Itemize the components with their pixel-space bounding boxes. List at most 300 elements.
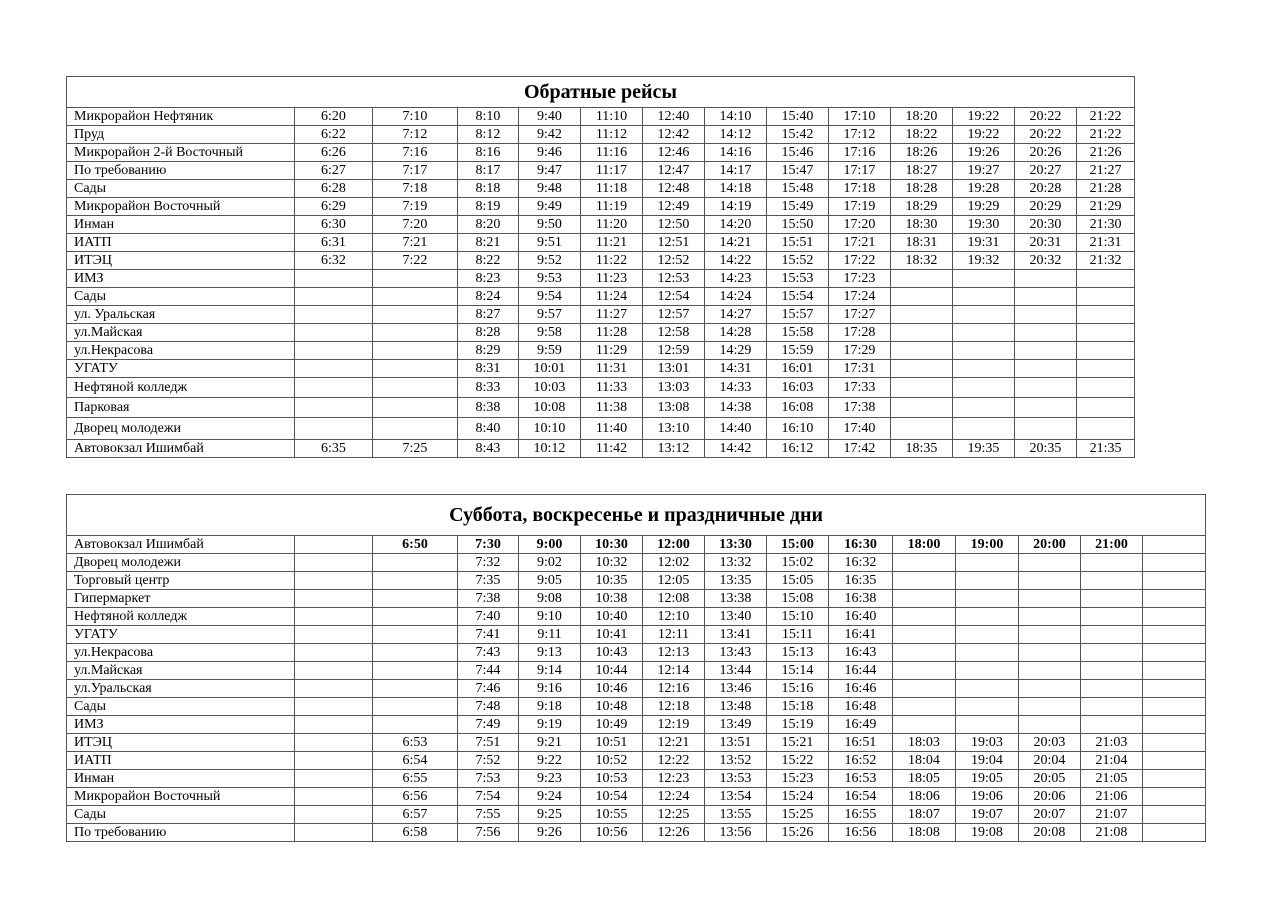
time-cell: 9:52 <box>519 252 581 270</box>
time-cell: 17:38 <box>829 398 891 418</box>
time-cell: 10:41 <box>581 626 643 644</box>
time-cell: 14:24 <box>705 288 767 306</box>
time-cell: 20:35 <box>1015 440 1077 458</box>
time-cell: 17:27 <box>829 306 891 324</box>
time-cell: 17:23 <box>829 270 891 288</box>
time-cell: 9:10 <box>519 608 581 626</box>
time-cell: 15:57 <box>767 306 829 324</box>
time-cell: 6:53 <box>373 734 458 752</box>
time-cell: 14:33 <box>705 378 767 398</box>
time-cell: 9:24 <box>519 788 581 806</box>
time-cell <box>373 680 458 698</box>
stop-name: ИМЗ <box>67 716 295 734</box>
time-cell <box>1143 788 1206 806</box>
time-cell: 11:19 <box>581 198 643 216</box>
time-cell: 14:23 <box>705 270 767 288</box>
time-cell: 11:27 <box>581 306 643 324</box>
time-cell: 6:55 <box>373 770 458 788</box>
time-cell: 17:20 <box>829 216 891 234</box>
time-cell <box>1143 662 1206 680</box>
time-cell: 21:06 <box>1081 788 1143 806</box>
time-cell: 12:10 <box>643 608 705 626</box>
time-cell: 7:48 <box>458 698 519 716</box>
time-cell: 13:52 <box>705 752 767 770</box>
stop-name: ул.Уральская <box>67 680 295 698</box>
time-cell: 10:52 <box>581 752 643 770</box>
time-cell <box>1077 306 1135 324</box>
time-cell <box>1077 270 1135 288</box>
time-cell: 15:58 <box>767 324 829 342</box>
table-row <box>67 626 1206 644</box>
stop-name: ИТЭЦ <box>67 734 295 752</box>
time-cell: 9:48 <box>519 180 581 198</box>
stop-name: ИТЭЦ <box>67 252 295 270</box>
time-cell: 18:05 <box>893 770 956 788</box>
time-cell: 9:49 <box>519 198 581 216</box>
time-cell: 21:08 <box>1081 824 1143 842</box>
time-cell: 10:53 <box>581 770 643 788</box>
time-cell: 13:49 <box>705 716 767 734</box>
time-cell <box>1019 554 1081 572</box>
time-cell: 19:08 <box>956 824 1019 842</box>
table-row <box>67 216 1135 234</box>
stop-name: ул.Майская <box>67 662 295 680</box>
time-cell <box>1143 644 1206 662</box>
time-cell: 10:32 <box>581 554 643 572</box>
time-cell: 9:46 <box>519 144 581 162</box>
time-cell <box>373 306 458 324</box>
time-cell <box>953 418 1015 440</box>
time-cell: 15:50 <box>767 216 829 234</box>
time-cell: 16:54 <box>829 788 893 806</box>
time-cell <box>891 324 953 342</box>
time-cell <box>953 270 1015 288</box>
time-cell: 11:22 <box>581 252 643 270</box>
time-cell: 9:13 <box>519 644 581 662</box>
time-cell: 11:33 <box>581 378 643 398</box>
time-cell: 15:24 <box>767 788 829 806</box>
table-row <box>67 234 1135 252</box>
time-cell: 12:57 <box>643 306 705 324</box>
time-cell <box>953 324 1015 342</box>
time-cell: 11:20 <box>581 216 643 234</box>
table-row <box>67 608 1206 626</box>
time-cell: 9:08 <box>519 590 581 608</box>
table-row <box>67 752 1206 770</box>
time-cell <box>295 398 373 418</box>
time-cell: 11:17 <box>581 162 643 180</box>
time-cell: 8:23 <box>458 270 519 288</box>
time-cell <box>893 662 956 680</box>
stop-name: Инман <box>67 770 295 788</box>
stop-name: Микрорайон Восточный <box>67 788 295 806</box>
stop-name: По требованию <box>67 162 295 180</box>
time-cell <box>373 324 458 342</box>
table-row <box>67 788 1206 806</box>
time-cell: 7:22 <box>373 252 458 270</box>
time-cell <box>1015 288 1077 306</box>
time-cell: 11:42 <box>581 440 643 458</box>
time-cell: 21:32 <box>1077 252 1135 270</box>
time-cell: 21:35 <box>1077 440 1135 458</box>
time-cell: 6:26 <box>295 144 373 162</box>
time-cell: 8:21 <box>458 234 519 252</box>
time-cell <box>1081 572 1143 590</box>
time-cell <box>1015 418 1077 440</box>
time-cell: 7:10 <box>373 108 458 126</box>
table-row <box>67 680 1206 698</box>
time-cell: 16:03 <box>767 378 829 398</box>
time-cell: 13:44 <box>705 662 767 680</box>
stop-name: Автовокзал Ишимбай <box>67 536 295 554</box>
time-cell: 9:00 <box>519 536 581 554</box>
time-cell: 12:24 <box>643 788 705 806</box>
time-cell: 12:52 <box>643 252 705 270</box>
time-cell: 14:42 <box>705 440 767 458</box>
stop-name: Сады <box>67 288 295 306</box>
time-cell: 7:49 <box>458 716 519 734</box>
time-cell: 21:22 <box>1077 126 1135 144</box>
time-cell: 16:55 <box>829 806 893 824</box>
time-cell: 16:40 <box>829 608 893 626</box>
time-cell: 7:40 <box>458 608 519 626</box>
time-cell: 9:14 <box>519 662 581 680</box>
time-cell <box>893 644 956 662</box>
stop-name: УГАТУ <box>67 360 295 378</box>
time-cell <box>1019 572 1081 590</box>
time-cell: 12:48 <box>643 180 705 198</box>
table-row <box>67 144 1135 162</box>
time-cell <box>295 306 373 324</box>
time-cell: 21:07 <box>1081 806 1143 824</box>
time-cell <box>1143 626 1206 644</box>
time-cell: 6:22 <box>295 126 373 144</box>
time-cell: 7:16 <box>373 144 458 162</box>
stop-name: Автовокзал Ишимбай <box>67 440 295 458</box>
time-cell: 12:59 <box>643 342 705 360</box>
time-cell: 19:29 <box>953 198 1015 216</box>
time-cell: 12:26 <box>643 824 705 842</box>
time-cell: 9:22 <box>519 752 581 770</box>
time-cell: 16:43 <box>829 644 893 662</box>
time-cell: 20:27 <box>1015 162 1077 180</box>
time-cell <box>1081 554 1143 572</box>
time-cell: 12:22 <box>643 752 705 770</box>
time-cell: 13:01 <box>643 360 705 378</box>
time-cell: 11:23 <box>581 270 643 288</box>
stop-name: Нефтяной колледж <box>67 378 295 398</box>
time-cell <box>295 288 373 306</box>
time-cell: 14:38 <box>705 398 767 418</box>
time-cell: 9:05 <box>519 572 581 590</box>
time-cell: 9:42 <box>519 126 581 144</box>
time-cell <box>373 626 458 644</box>
time-cell: 7:55 <box>458 806 519 824</box>
stop-name: ул. Уральская <box>67 306 295 324</box>
time-cell <box>1019 644 1081 662</box>
return-trips-title: Обратные рейсы <box>67 77 1135 108</box>
time-cell: 16:49 <box>829 716 893 734</box>
time-cell: 9:26 <box>519 824 581 842</box>
table-row <box>67 108 1135 126</box>
stop-name: Инман <box>67 216 295 234</box>
time-cell: 9:21 <box>519 734 581 752</box>
time-cell: 12:00 <box>643 536 705 554</box>
table-row <box>67 536 1206 554</box>
time-cell: 19:27 <box>953 162 1015 180</box>
time-cell <box>953 378 1015 398</box>
time-cell <box>1081 698 1143 716</box>
time-cell: 6:31 <box>295 234 373 252</box>
time-cell: 13:53 <box>705 770 767 788</box>
time-cell: 10:49 <box>581 716 643 734</box>
table-row <box>67 324 1135 342</box>
time-cell <box>1143 734 1206 752</box>
time-cell <box>956 680 1019 698</box>
time-cell <box>373 342 458 360</box>
time-cell: 10:44 <box>581 662 643 680</box>
time-cell: 8:29 <box>458 342 519 360</box>
time-cell: 21:28 <box>1077 180 1135 198</box>
time-cell: 14:18 <box>705 180 767 198</box>
table-row <box>67 288 1135 306</box>
time-cell: 18:04 <box>893 752 956 770</box>
time-cell: 17:40 <box>829 418 891 440</box>
time-cell: 16:10 <box>767 418 829 440</box>
time-cell <box>1019 608 1081 626</box>
time-cell: 20:30 <box>1015 216 1077 234</box>
time-cell: 20:26 <box>1015 144 1077 162</box>
time-cell <box>1077 418 1135 440</box>
time-cell <box>295 824 373 842</box>
time-cell: 13:51 <box>705 734 767 752</box>
time-cell <box>1019 662 1081 680</box>
time-cell: 14:10 <box>705 108 767 126</box>
time-cell: 17:31 <box>829 360 891 378</box>
time-cell: 16:56 <box>829 824 893 842</box>
time-cell <box>295 608 373 626</box>
time-cell: 15:02 <box>767 554 829 572</box>
time-cell: 21:03 <box>1081 734 1143 752</box>
time-cell: 17:21 <box>829 234 891 252</box>
time-cell: 18:28 <box>891 180 953 198</box>
time-cell: 7:17 <box>373 162 458 180</box>
time-cell <box>295 342 373 360</box>
time-cell: 17:12 <box>829 126 891 144</box>
return-trips-table <box>66 76 1135 458</box>
time-cell: 19:22 <box>953 108 1015 126</box>
time-cell: 12:21 <box>643 734 705 752</box>
time-cell <box>1019 590 1081 608</box>
time-cell <box>953 398 1015 418</box>
time-cell: 12:14 <box>643 662 705 680</box>
time-cell: 6:27 <box>295 162 373 180</box>
time-cell <box>893 554 956 572</box>
time-cell <box>1081 680 1143 698</box>
stop-name: Торговый центр <box>67 572 295 590</box>
time-cell: 8:38 <box>458 398 519 418</box>
time-cell: 11:40 <box>581 418 643 440</box>
time-cell <box>891 288 953 306</box>
time-cell <box>295 680 373 698</box>
time-cell: 19:30 <box>953 216 1015 234</box>
time-cell: 11:24 <box>581 288 643 306</box>
time-cell: 7:38 <box>458 590 519 608</box>
time-cell: 8:27 <box>458 306 519 324</box>
time-cell: 10:10 <box>519 418 581 440</box>
stop-name: ИАТП <box>67 234 295 252</box>
time-cell: 12:46 <box>643 144 705 162</box>
table-row <box>67 418 1135 440</box>
time-cell: 15:14 <box>767 662 829 680</box>
time-cell <box>373 698 458 716</box>
stop-name: Сады <box>67 698 295 716</box>
time-cell: 8:18 <box>458 180 519 198</box>
time-cell: 9:50 <box>519 216 581 234</box>
time-cell: 10:48 <box>581 698 643 716</box>
time-cell <box>1143 698 1206 716</box>
time-cell: 12:54 <box>643 288 705 306</box>
time-cell: 8:40 <box>458 418 519 440</box>
time-cell: 10:51 <box>581 734 643 752</box>
time-cell: 13:41 <box>705 626 767 644</box>
time-cell: 9:16 <box>519 680 581 698</box>
time-cell: 19:28 <box>953 180 1015 198</box>
time-cell <box>295 698 373 716</box>
stop-name: Дворец молодежи <box>67 418 295 440</box>
stop-name: Микрорайон Восточный <box>67 198 295 216</box>
stop-name: Нефтяной колледж <box>67 608 295 626</box>
time-cell: 6:58 <box>373 824 458 842</box>
stop-name: Микрорайон Нефтяник <box>67 108 295 126</box>
time-cell <box>373 360 458 378</box>
time-cell: 7:25 <box>373 440 458 458</box>
time-cell: 6:30 <box>295 216 373 234</box>
time-cell: 16:08 <box>767 398 829 418</box>
time-cell <box>953 306 1015 324</box>
time-cell <box>1015 270 1077 288</box>
stop-name: ул.Некрасова <box>67 342 295 360</box>
time-cell: 10:40 <box>581 608 643 626</box>
table-row <box>67 270 1135 288</box>
time-cell: 13:46 <box>705 680 767 698</box>
time-cell: 20:03 <box>1019 734 1081 752</box>
table-row <box>67 398 1135 418</box>
time-cell <box>295 572 373 590</box>
stop-name: Микрорайон 2-й Восточный <box>67 144 295 162</box>
time-cell: 10:03 <box>519 378 581 398</box>
time-cell: 14:28 <box>705 324 767 342</box>
time-cell: 6:56 <box>373 788 458 806</box>
time-cell: 13:32 <box>705 554 767 572</box>
time-cell <box>1143 716 1206 734</box>
time-cell: 19:03 <box>956 734 1019 752</box>
time-cell <box>893 698 956 716</box>
time-cell: 10:12 <box>519 440 581 458</box>
stop-name: По требованию <box>67 824 295 842</box>
time-cell <box>956 716 1019 734</box>
time-cell: 21:30 <box>1077 216 1135 234</box>
time-cell <box>891 398 953 418</box>
time-cell: 15:40 <box>767 108 829 126</box>
time-cell: 13:54 <box>705 788 767 806</box>
time-cell <box>295 734 373 752</box>
time-cell: 8:31 <box>458 360 519 378</box>
time-cell <box>1019 716 1081 734</box>
time-cell: 10:55 <box>581 806 643 824</box>
time-cell <box>893 716 956 734</box>
time-cell: 20:08 <box>1019 824 1081 842</box>
time-cell: 10:46 <box>581 680 643 698</box>
time-cell <box>956 644 1019 662</box>
time-cell <box>295 378 373 398</box>
time-cell <box>295 788 373 806</box>
stop-name: УГАТУ <box>67 626 295 644</box>
time-cell <box>953 342 1015 360</box>
time-cell: 15:25 <box>767 806 829 824</box>
time-cell: 13:03 <box>643 378 705 398</box>
time-cell <box>295 752 373 770</box>
time-cell: 16:30 <box>829 536 893 554</box>
time-cell: 21:26 <box>1077 144 1135 162</box>
time-cell: 21:05 <box>1081 770 1143 788</box>
time-cell: 15:19 <box>767 716 829 734</box>
time-cell <box>1077 398 1135 418</box>
time-cell <box>953 288 1015 306</box>
time-cell: 6:57 <box>373 806 458 824</box>
time-cell <box>1077 324 1135 342</box>
table-row <box>67 824 1206 842</box>
time-cell: 7:21 <box>373 234 458 252</box>
time-cell: 15:21 <box>767 734 829 752</box>
time-cell: 15:26 <box>767 824 829 842</box>
time-cell: 18:22 <box>891 126 953 144</box>
time-cell: 20:06 <box>1019 788 1081 806</box>
time-cell: 6:29 <box>295 198 373 216</box>
time-cell: 6:50 <box>373 536 458 554</box>
time-cell: 21:00 <box>1081 536 1143 554</box>
time-cell: 9:47 <box>519 162 581 180</box>
time-cell: 12:53 <box>643 270 705 288</box>
time-cell <box>373 398 458 418</box>
time-cell: 12:25 <box>643 806 705 824</box>
stop-name: Пруд <box>67 126 295 144</box>
time-cell: 18:32 <box>891 252 953 270</box>
time-cell: 10:54 <box>581 788 643 806</box>
time-cell: 15:13 <box>767 644 829 662</box>
time-cell <box>956 572 1019 590</box>
time-cell: 20:22 <box>1015 108 1077 126</box>
time-cell: 8:28 <box>458 324 519 342</box>
time-cell: 15:08 <box>767 590 829 608</box>
time-cell <box>295 662 373 680</box>
time-cell <box>1077 360 1135 378</box>
time-cell: 18:31 <box>891 234 953 252</box>
time-cell <box>1081 644 1143 662</box>
time-cell: 13:48 <box>705 698 767 716</box>
time-cell <box>373 554 458 572</box>
time-cell <box>956 662 1019 680</box>
time-cell: 18:35 <box>891 440 953 458</box>
time-cell: 15:16 <box>767 680 829 698</box>
time-cell <box>373 418 458 440</box>
time-cell: 9:23 <box>519 770 581 788</box>
time-cell: 9:59 <box>519 342 581 360</box>
time-cell: 16:12 <box>767 440 829 458</box>
time-cell: 12:11 <box>643 626 705 644</box>
time-cell: 11:21 <box>581 234 643 252</box>
time-cell: 17:42 <box>829 440 891 458</box>
